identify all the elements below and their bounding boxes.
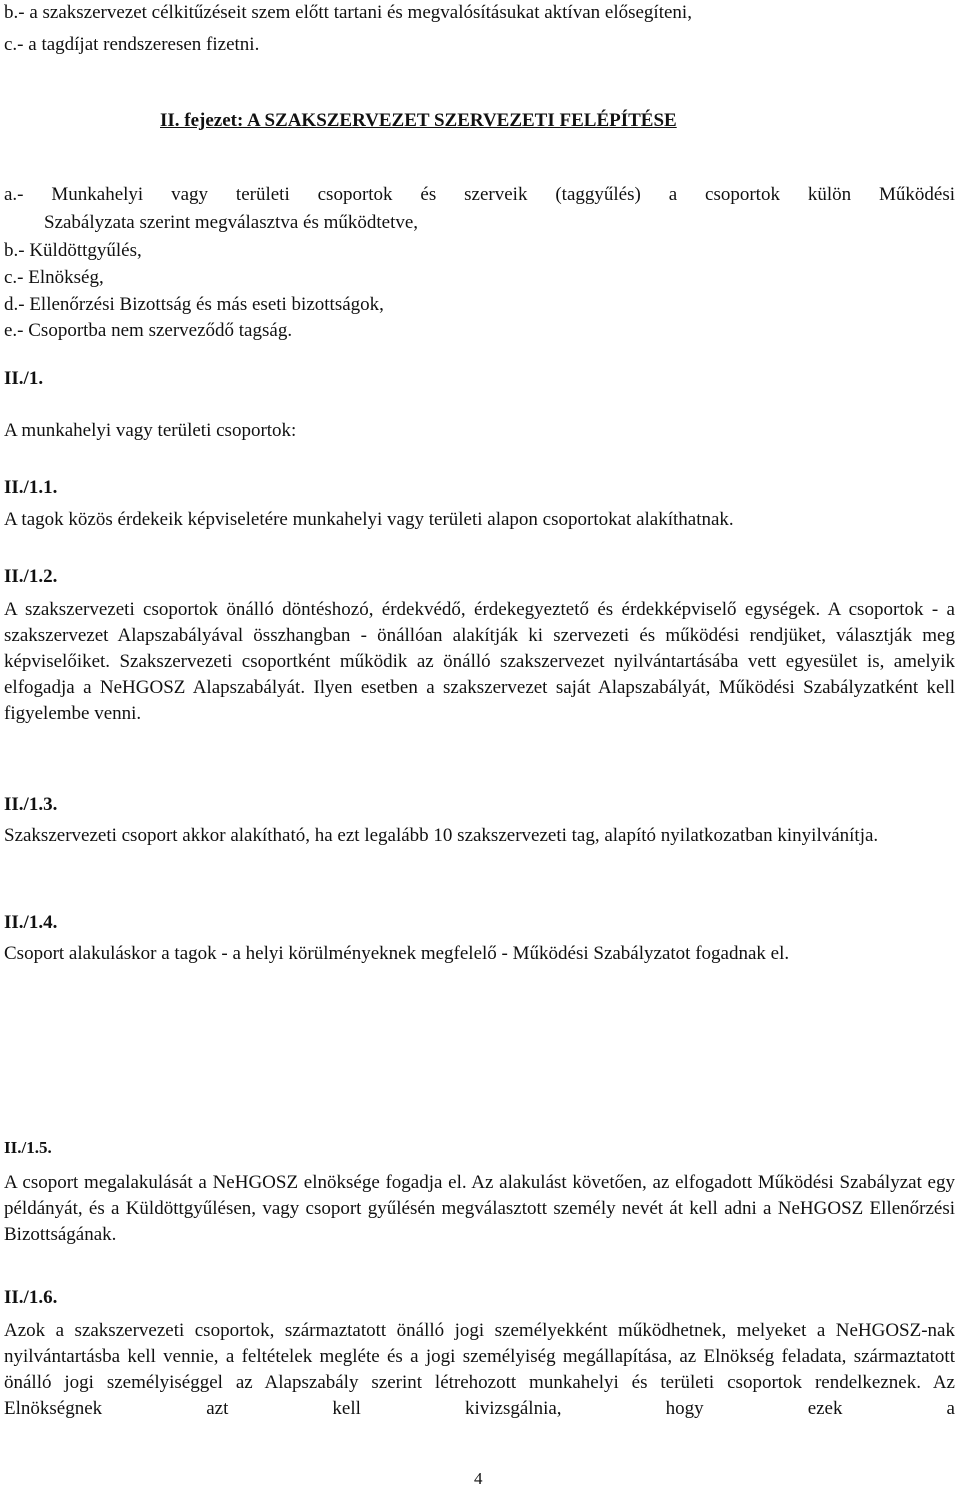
section-number: II./1.1. <box>4 477 58 498</box>
org-list-item-d: d.- Ellenőrzési Bizottság és más eseti bizottságok, <box>4 294 384 315</box>
org-list-item-b: b.- Küldöttgyűlés, <box>4 240 142 261</box>
paragraph: Szakszervezeti csoport akkor alakítható, ha ezt legalább 10 szakszervezeti tag, alapító nyilatkozatban kinyilvánítja. <box>4 825 879 846</box>
org-list-item-a-cont: Szabályzata szerint megválasztva és működtetve, <box>44 212 419 233</box>
org-list-item-a: a.- Munkahelyi vagy területi csoportok és szerveik (taggyűlés) a csoportok külön Működési <box>4 184 955 205</box>
section-text <box>4 1318 955 1422</box>
section-text <box>4 823 955 849</box>
section-number: II./1.5. <box>4 1138 52 1157</box>
section-text <box>4 941 955 967</box>
chapter-heading: II. fejezet: A SZAKSZERVEZET SZERVEZETI FELÉPÍTÉSE <box>160 110 677 131</box>
paragraph: Azok a szakszervezeti csoportok, származtatott önálló jogi személyekként működhetnek, melyeket a NeHGOSZ-nak nyilvántartásba kell vennie, a feltételek megléte és a jogi személyiség megállapítása, az Elnökség feladata, származtatott önálló jogi személyiséggel az Alapszabály szerint létrehozott munkahelyi és területi csoportok rendelkeznek. Az Elnökségnek azt kell kivizsgálnia, hogy ezek a <box>4 1320 955 1419</box>
org-list-item-e: e.- Csoportba nem szerveződő tagság. <box>4 320 293 341</box>
org-list-item-c: c.- Elnökség, <box>4 267 104 288</box>
section-number: II./1.6. <box>4 1287 58 1308</box>
section-title: A munkahelyi vagy területi csoportok: <box>4 420 297 441</box>
paragraph: A szakszervezeti csoportok önálló döntéshozó, érdekvédő, érdekegyeztető és érdekképviselő egységek. A csoportok - a szakszervezet Alapszabályával összhangban - önállóan alakítják ki szervezeti és működési rendjüket, választják meg képviselőiket. Szakszervezeti csoportként működik az önálló szakszervezet nyilvántartásába vett egyesület is, amelyik elfogadja a NeHGOSZ Alapszabályát. Ilyen esetben a szakszervezet saját Alapszabályát, Működési Szabályzatként kell figyelembe venni. <box>4 599 955 724</box>
paragraph: A csoport megalakulását a NeHGOSZ elnöksége fogadja el. Az alakulást követően, az elfogadott Működési Szabályzat egy példányát, és a Küldöttgyűlésen, vagy csoport gyűlésén megválasztott személy nevét át kell adni a NeHGOSZ Ellenőrzési Bizottságának. <box>4 1172 955 1245</box>
section-text: A tagok közös érdekeik képviseletére munkahelyi vagy területi alapon csoportokat alakíthatnak. <box>4 509 734 530</box>
paragraph: Csoport alakuláskor a tagok - a helyi körülményeknek megfelelő - Működési Szabályzatot fogadnak el. <box>4 943 790 964</box>
page-number: 4 <box>474 1469 483 1488</box>
list-item-b: b.- a szakszervezet célkitűzéseit szem előtt tartani és megvalósításukat aktívan elősegíteni, <box>4 2 692 23</box>
section-number: II./1.2. <box>4 566 58 587</box>
list-item-c: c.- a tagdíjat rendszeresen fizetni. <box>4 34 260 55</box>
section-number: II./1.4. <box>4 912 58 933</box>
section-text <box>4 597 955 727</box>
section-text <box>4 1170 955 1248</box>
section-number: II./1.3. <box>4 794 58 815</box>
section-number: II./1. <box>4 368 44 389</box>
